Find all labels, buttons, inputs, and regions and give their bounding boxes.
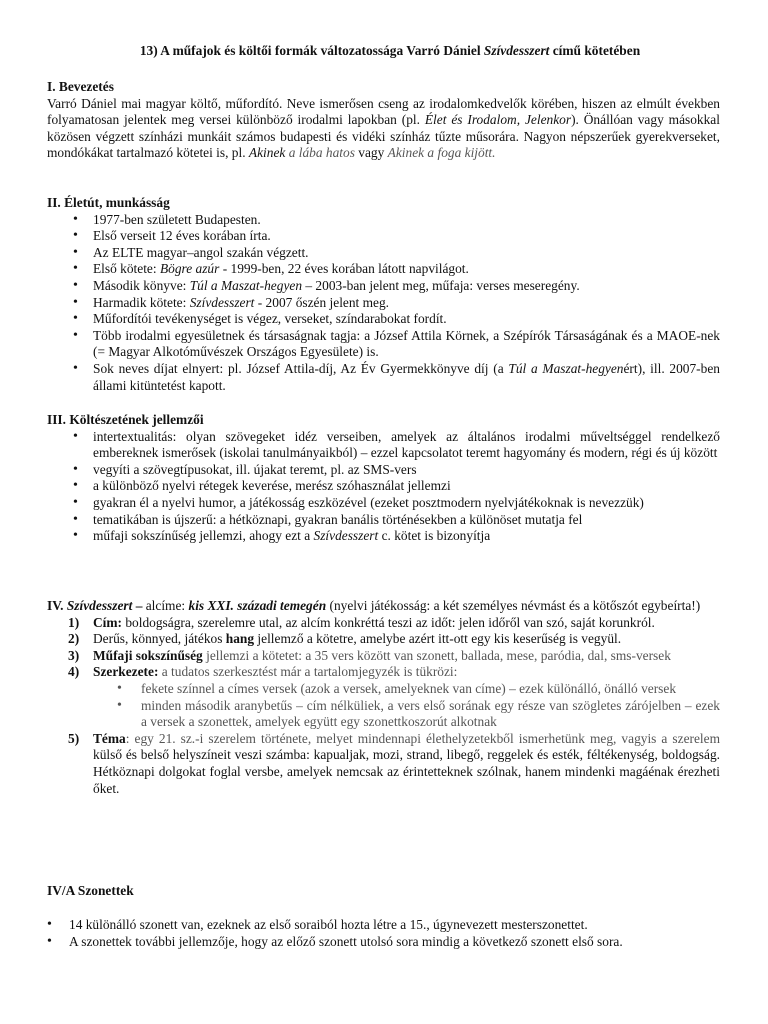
structure-sublist — [93, 681, 720, 731]
introduction-paragraph: Varró Dániel mai magyar költő, műfordító. Neve ismerősen cseng az irodalomkedvelők körében, hiszen az elmúlt években folyamatosan jelentek meg versei különböző irodalmi lapokban (pl. Élet és Irodalom, Jelenkor). Önállóan vagy másokkal közösen végzett színházi munkáit számos budapesti és vidéki színház tűzte műsorára. Nagyon népszerűek gyerekverseket, mondókákat tartalmazó kötetei is, pl. Akinek a lába hatos vagy Akinek a foga kijött. — [47, 95, 720, 161]
list-item: • tematikában is újszerű: a hétköznapi, gyakran banális történésekben a különöset mutatja fel — [47, 512, 720, 529]
list-item: 5) Téma: egy 21. sz.-i szerelem története, melyet mindennapi élethelyzetekből ismerhetünk meg, vagyis a szerelem külső és belső helyszíneit veszi számba: kapualjak, mozi, strand, libegő, reggelek és esték, féltékenység, boldogság. Hétköznapi dolgokat foglal versbe, amelyek nemcsak az érintetteknek szólnak, hanem mindenki magáénak érezheti őket. — [68, 730, 720, 796]
list-item: • Sok neves díjat elnyert: pl. József Attila-díj, Az Év Gyermekkönyve díj (a Túl a Maszat-hegyenért), ill. 2007-ben állami kitüntetést kapott. — [47, 361, 720, 394]
sonnets-list-container — [47, 917, 720, 950]
list-item: • Több irodalmi egyesületnek és társaságnak tagja: a József Attila Körnek, a Szépírók Társaságának és a MAOE-nek (= Magyar Alkotóművészek Országos Egyesülete) is. — [47, 328, 720, 361]
sonnets-list — [47, 917, 720, 950]
book-numbered-list — [47, 615, 720, 798]
list-item: • Második könyve: Túl a Maszat-hegyen – 2003-ban jelent meg, műfaja: verses meseregény. — [47, 278, 720, 295]
section-poetry — [47, 412, 720, 545]
list-item: • Harmadik kötete: Szívdesszert - 2007 őszén jelent meg. — [47, 295, 720, 312]
list-item: • A szonettek további jellemzője, hogy az előző szonett utolsó sora mindig a következő szonett első sora. — [47, 934, 720, 951]
list-item: • Az ELTE magyar–angol szakán végzett. — [47, 245, 720, 262]
section-sonnets — [47, 883, 720, 900]
list-item: • fekete színnel a címes versek (azok a versek, amelyeknek van címe) – ezek különálló, önálló versek — [93, 681, 720, 698]
list-item: 2) Derűs, könnyed, játékos hang jellemző a kötetre, amelybe azért itt-ott egy kis keserűség is vegyül. — [68, 631, 622, 647]
list-item: • Első kötete: Bögre azúr - 1999-ben, 22 éves korában látott napvilágot. — [47, 261, 720, 278]
section-book — [47, 598, 720, 797]
list-item: • gyakran él a nyelvi humor, a játékosság eszközével (ezeket posztmodern nyelvjátékoknak is nevezzük) — [47, 495, 720, 512]
section-heading-poetry: III. Költészetének jellemzői — [47, 412, 204, 427]
page-title: 13) A műfajok és költői formák változatossága Varró Dániel Szívdesszert című kötetében — [139, 43, 641, 58]
poetry-list — [47, 429, 720, 545]
section-introduction — [47, 79, 720, 162]
list-item: 3) Műfaji sokszínűség jellemzi a kötetet: a 35 vers között van szonett, ballada, mese, paródia, dal, sms-versek — [68, 647, 671, 663]
section-heading-book: IV. Szívdesszert – alcíme: kis XXI. századi temegén (nyelvi játékosság: a két személyes névmást és a kötőszót egybeírta!) — [47, 598, 701, 613]
list-item: 4) Szerkezete: a tudatos szerkesztést már a tartalomjegyzék is tükrözi: • fekete színnel a címes versek (azok a versek, amelyeknek van címe) – ezek különálló, önálló versek • minden második aranybetűs – cím nélküliek, a vers első sorának egy része van szögletes zárójelben – ezek a versek a szonettek, amelyek együtt egy szonettkoszorút alkotnak — [47, 664, 720, 730]
section-heading-life: II. Életút, munkásság — [47, 195, 170, 210]
list-item: • Műfordítói tevékenységet is végez, verseket, színdarabokat fordít. — [47, 311, 720, 328]
section-heading-sonnets: IV/A Szonettek — [47, 883, 134, 898]
list-item: • vegyíti a szövegtípusokat, ill. újakat teremt, pl. az SMS-vers — [47, 462, 720, 479]
list-item: • Első verseit 12 éves korában írta. — [47, 228, 720, 245]
list-item: 1) Cím: boldogságra, szerelemre utal, az alcím konkréttá teszi az időt: jelen időről van szó, saját korunkról. — [68, 614, 655, 630]
section-heading-introduction: I. Bevezetés — [47, 79, 114, 94]
list-item: • 1977-ben született Budapesten. — [47, 212, 720, 229]
list-item: • minden második aranybetűs – cím nélküliek, a vers első sorának egy része van szögletes zárójelben – ezek a versek a szonettek, amelyek együtt egy szonettkoszorút alkotnak — [93, 698, 720, 731]
section-life — [47, 195, 720, 394]
list-item: • 14 különálló szonett van, ezeknek az első soraiból hozta létre a 15., úgynevezett mesterszonettet. — [47, 917, 720, 934]
life-list — [47, 212, 720, 395]
list-item: • műfaji sokszínűség jellemzi, ahogy ezt a Szívdesszert c. kötet is bizonyítja — [47, 528, 720, 545]
list-item: • intertextualitás: olyan szövegeket idéz verseiben, amelyek az általános irodalmi műveltséggel rendelkező embereknek ismerősek (iskolai tanulmányaikból) – ezzel kapcsolatot teremt hagyomány és modern, régi és új között — [47, 429, 720, 462]
list-item: • a különböző nyelvi rétegek keverése, merész szóhasználat jellemzi — [47, 478, 720, 495]
